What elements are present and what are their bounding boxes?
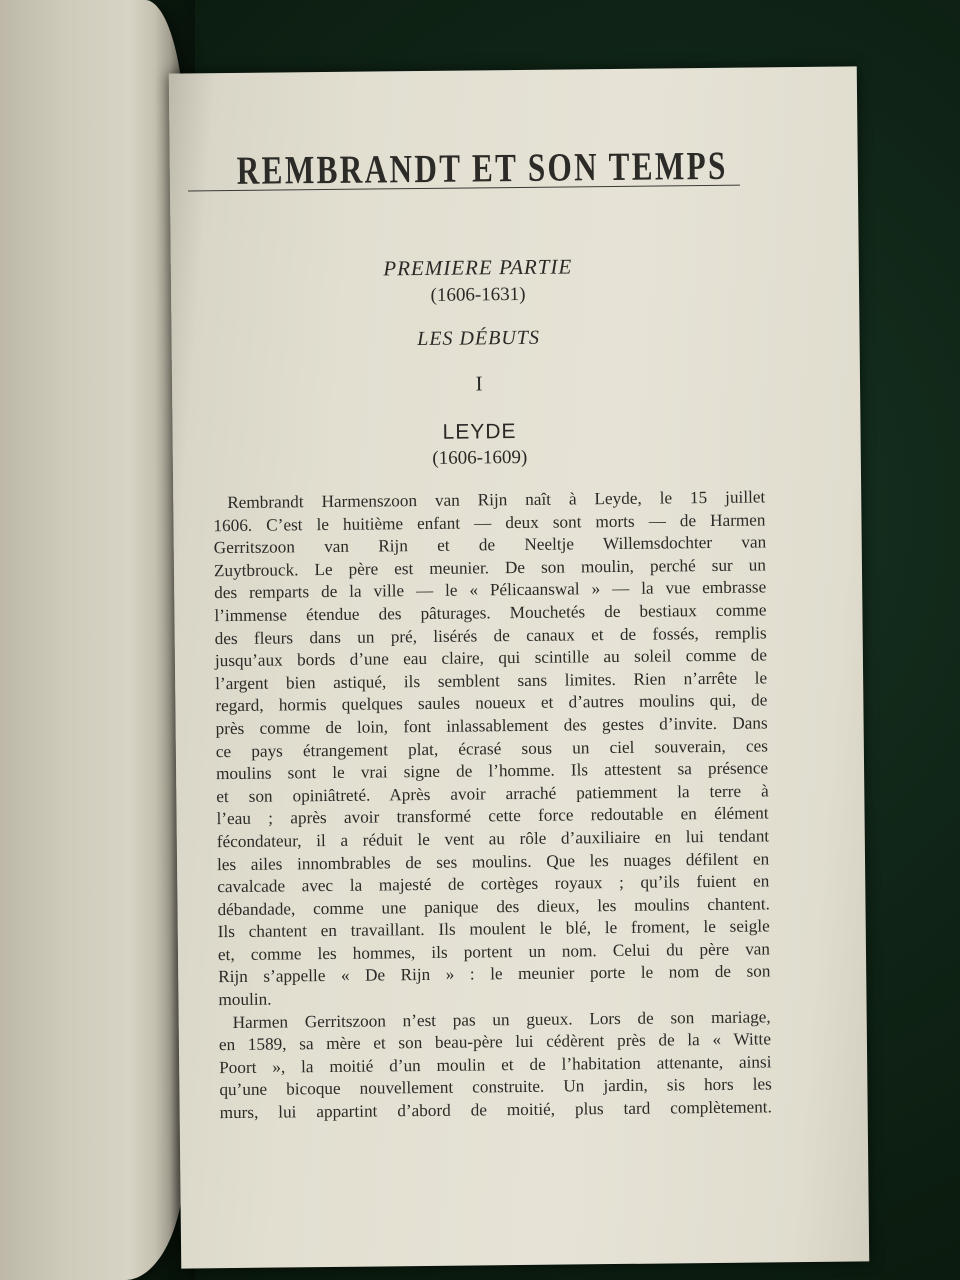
text-line: regard, hormis quelques saules noueux et d’autres moulins qui, de bbox=[215, 690, 768, 716]
section-title: LES DÉBUTS bbox=[417, 326, 541, 351]
paragraph-2 bbox=[219, 1006, 772, 1125]
text-line: Harmen Gerritszoon n’est pas un gueux. Lors de son mariage, bbox=[232, 1007, 771, 1032]
part-title: PREMIERE PARTIE bbox=[383, 254, 573, 281]
text-line: débandade, comme une panique des dieux, les moulins chantent. bbox=[217, 894, 770, 919]
body-text bbox=[213, 486, 772, 1124]
text-line: jusqu’aux bords d’une eau claire, qui scintille au soleil comme de bbox=[214, 645, 768, 671]
chapter-title: LEYDE bbox=[442, 420, 517, 444]
text-line: et son opiniâtreté. Après avoir arraché patiemment la terre à bbox=[216, 781, 769, 806]
text-line: fécondateur, il a réduit le vent au rôle d’auxiliaire en lui tendant bbox=[216, 826, 770, 852]
running-head: REMBRANDT ET SON TEMPS bbox=[236, 142, 728, 193]
text-line: près comme de loin, font inlassablement des gestes d’invite. Dans bbox=[215, 713, 768, 739]
text-line: ce pays étrangement plat, écrasé sous un ciel souverain, ces bbox=[215, 735, 768, 761]
text-line: 1606. C’est le huitième enfant — deux sont morts — de Harmen bbox=[213, 510, 766, 535]
text-line: en 1589, sa mère et son beau-père lui cédèrent près de la « Witte bbox=[218, 1029, 772, 1055]
text-line: des fleurs dans un pré, lisérés de canaux et de fossés, remplis bbox=[214, 622, 767, 648]
text-line: Zuytbrouck. Le père est meunier. De son moulin, perché sur un bbox=[213, 555, 767, 580]
text-line: moulins sont le vrai signe de l’homme. Ils attestent sa présence bbox=[215, 758, 769, 784]
text-line: Rijn s’appelle « De Rijn » : le meunier porte le nom de son bbox=[218, 961, 771, 987]
text-line: Poort », la moitié d’un moulin et de l’habitation attenante, ainsi bbox=[219, 1052, 772, 1078]
text-line: murs, lui appartint d’abord de moitié, plus tard complètement. bbox=[219, 1097, 772, 1123]
text-line: et, comme les hommes, ils portent un nom. Celui du père van bbox=[217, 939, 771, 965]
chapter-dates: (1606-1609) bbox=[432, 446, 528, 469]
text-line: Ils chantent en travaillant. Ils moulent le blé, le froment, le seigle bbox=[217, 916, 770, 942]
text-line: l’argent bien astiqué, ils semblent sans limites. Rien n’arrête le bbox=[215, 668, 768, 693]
text-line: l’immense étendue des pâturages. Mouchetés de bestiaux comme bbox=[214, 600, 767, 626]
text-line: l’eau ; après avoir transformé cette force redoutable en élément bbox=[216, 803, 769, 829]
text-line: Rembrandt Harmenszoon van Rijn naît à Leyde, le 15 juillet bbox=[227, 487, 766, 513]
book-page bbox=[169, 66, 869, 1268]
chapter-number: I bbox=[475, 371, 483, 396]
text-line: moulin. bbox=[218, 989, 272, 1010]
paragraph-1 bbox=[213, 486, 770, 1011]
text-line: des remparts de la ville — le « Pélicaanswal » — la vue embrasse bbox=[214, 577, 767, 603]
text-line: qu’une bicoque nouvellement construite. Un jardin, sis hors les bbox=[219, 1074, 772, 1100]
text-line: Gerritszoon van Rijn et de Neeltje Willemsdochter van bbox=[213, 532, 767, 558]
text-line: les ailes innombrables de ses moulins. Que les nuages défilent en bbox=[216, 848, 770, 874]
text-line: cavalcade avec la majesté de cortèges royaux ; qu’ils fuient en bbox=[217, 871, 770, 897]
part-dates: (1606-1631) bbox=[430, 283, 526, 306]
